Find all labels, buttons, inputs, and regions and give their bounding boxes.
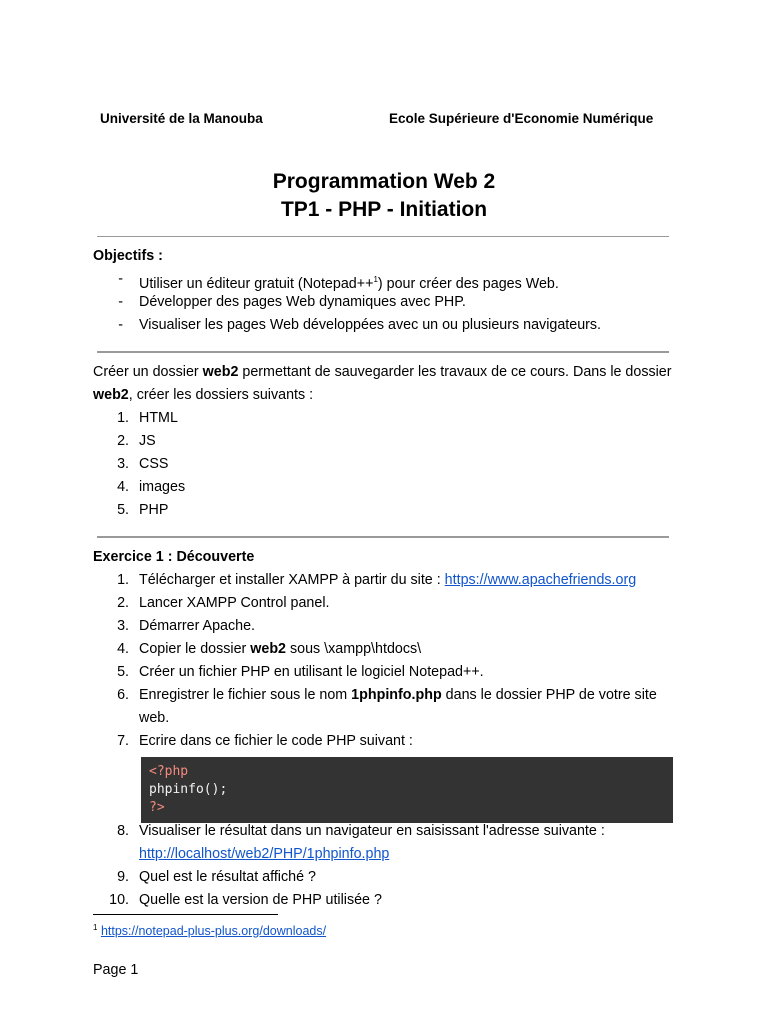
page-number: Page 1 (93, 962, 139, 978)
dash-bullet: - (118, 317, 123, 333)
localhost-phpinfo-link[interactable]: http://localhost/web2/PHP/1phpinfo.php (139, 846, 390, 862)
university-name: Université de la Manouba (100, 111, 263, 126)
list-number: 3. (117, 456, 129, 472)
code-line: ?> (149, 800, 165, 815)
section-divider (97, 351, 669, 353)
notepad-download-link[interactable]: https://notepad-plus-plus.org/downloads/ (100, 924, 327, 939)
school-name: Ecole Supérieure d'Economie Numérique (389, 111, 654, 126)
intro-paragraph-line2: web2, créer les dossiers suivants : (93, 387, 314, 403)
dash-bullet: - (118, 294, 123, 310)
footnote-ref[interactable]: 1 (373, 275, 378, 284)
list-number: 1. (117, 410, 129, 426)
section-divider (97, 536, 669, 538)
list-number: 2. (117, 433, 129, 449)
document-subtitle: TP1 - PHP - Initiation (280, 198, 488, 221)
php-code-block (141, 757, 673, 823)
intro-paragraph-line1: Créer un dossier web2 permettant de sauvegarder les travaux de ce cours. Dans le dossier (93, 364, 672, 380)
dash-bullet: - (118, 271, 123, 287)
objectives-heading: Objectifs : (93, 248, 163, 264)
exercise-step-continuation: web. (139, 710, 170, 726)
code-line: phpinfo(); (149, 782, 228, 797)
footnote (93, 918, 326, 941)
code-line: <?php (149, 764, 189, 779)
exercise-step-continuation (139, 843, 389, 866)
apachefriends-link[interactable]: https://www.apachefriends.org (444, 572, 637, 588)
exercise-heading: Exercice 1 : Découverte (93, 549, 255, 565)
title-divider (97, 236, 669, 237)
footnote-divider (93, 914, 278, 915)
footnote-number: 1 (93, 923, 98, 932)
document-title: Programmation Web 2 (272, 170, 496, 193)
list-number: 4. (117, 479, 129, 495)
list-number: 5. (117, 502, 129, 518)
